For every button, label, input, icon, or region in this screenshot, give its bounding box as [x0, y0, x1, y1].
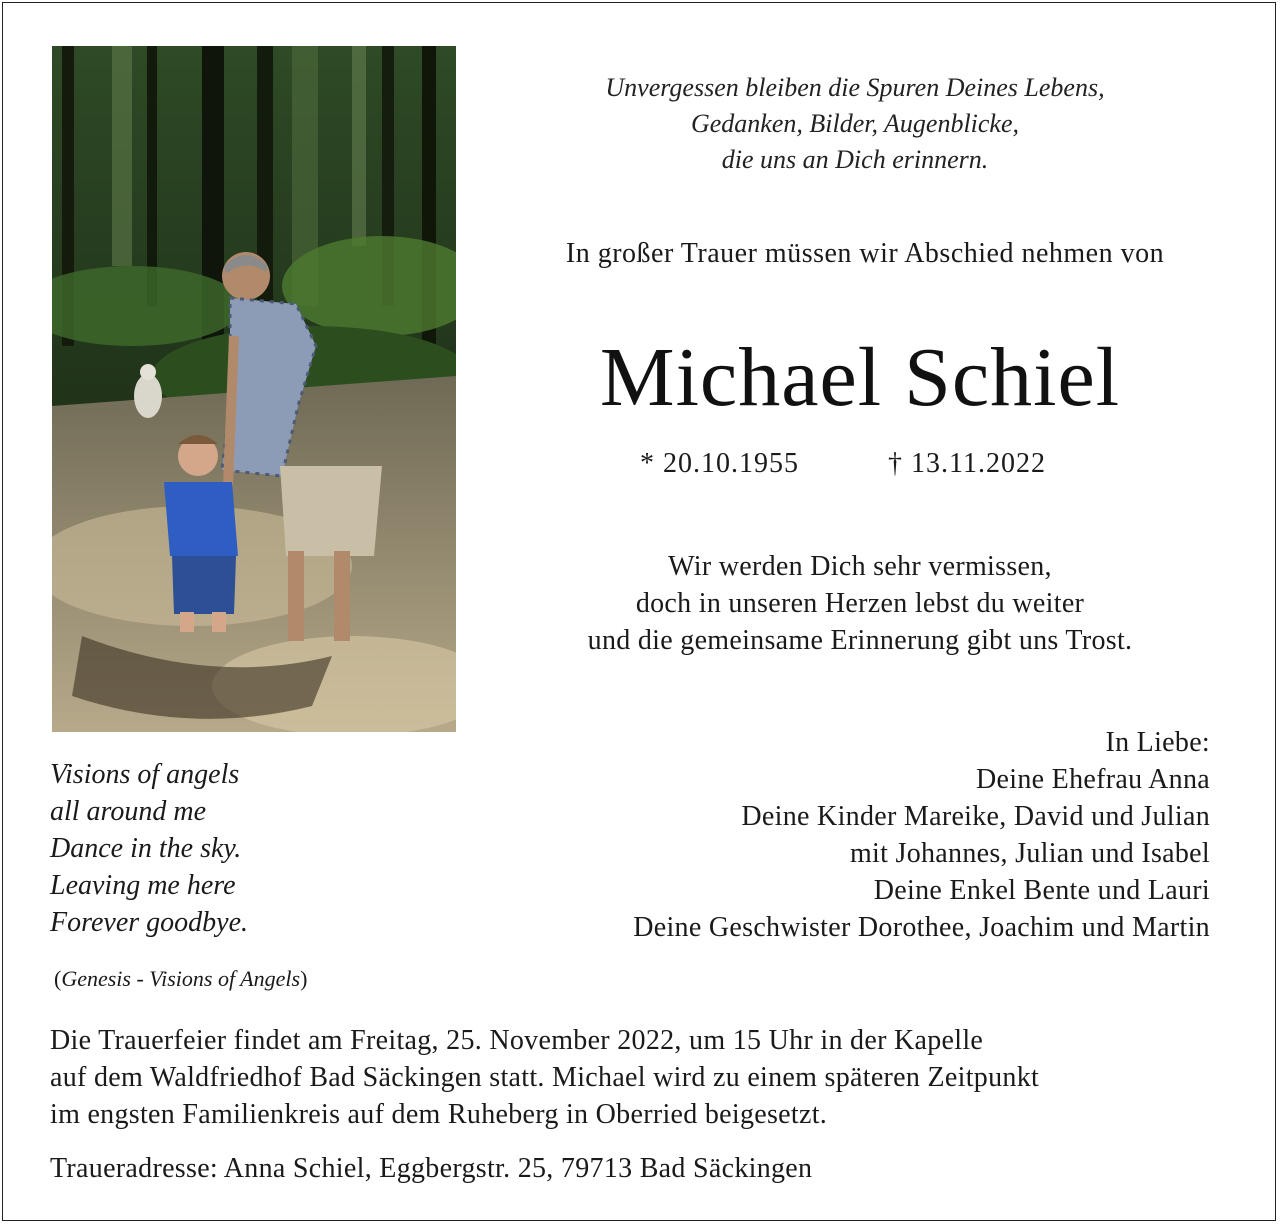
farewell-message-line: und die gemeinsame Erinnerung gibt uns Trost.: [587, 625, 1133, 656]
family-line: In Liebe:: [1105, 727, 1210, 758]
lyrics-line: Visions of angels: [50, 759, 240, 790]
opening-quote-line: die uns an Dich erinnern.: [721, 145, 989, 174]
lyrics-line: all around me: [50, 796, 207, 827]
lyrics-source: [54, 964, 307, 994]
forest-photo-illustration: [52, 46, 456, 732]
funeral-details: [50, 1022, 1250, 1133]
lyrics-line: Forever goodbye.: [50, 907, 248, 938]
lyrics-line: Dance in the sky.: [50, 833, 242, 864]
family-line: Deine Kinder Mareike, David und Julian: [741, 801, 1210, 832]
funeral-details-line: im engsten Familienkreis auf dem Ruheberg in Oberried beigesetzt.: [50, 1099, 828, 1130]
mourning-intro: In großer Trauer müssen wir Abschied nehmen von: [565, 238, 1165, 269]
opening-quote: [470, 70, 1240, 178]
opening-quote-line: Unvergessen bleiben die Spuren Deines Lebens,: [605, 73, 1105, 102]
song-lyrics: [50, 756, 410, 941]
birth-date: * 20.10.1955: [640, 448, 799, 479]
family-line: Deine Ehefrau Anna: [976, 764, 1210, 795]
family-line: Deine Enkel Bente und Lauri: [873, 875, 1210, 906]
memorial-photo: [52, 46, 456, 732]
lyrics-source-open-paren: (: [54, 966, 62, 991]
lyrics-source-title: Genesis - Visions of Angels: [61, 966, 301, 991]
farewell-message-line: doch in unseren Herzen lebst du weiter: [635, 588, 1085, 619]
farewell-message: [470, 548, 1250, 659]
funeral-details-line: Die Trauerfeier findet am Freitag, 25. November 2022, um 15 Uhr in der Kapelle: [50, 1025, 984, 1056]
family-line: mit Johannes, Julian und Isabel: [849, 838, 1210, 869]
farewell-message-line: Wir werden Dich sehr vermissen,: [668, 551, 1052, 582]
opening-quote-line: Gedanken, Bilder, Augenblicke,: [690, 109, 1020, 138]
deceased-name: Michael Schiel: [599, 331, 1121, 424]
lyrics-line: Leaving me here: [50, 870, 236, 901]
mourning-address: Traueradresse: Anna Schiel, Eggbergstr. 25, 79713 Bad Säckingen: [50, 1153, 813, 1184]
death-date: † 13.11.2022: [888, 448, 1046, 479]
funeral-details-line: auf dem Waldfriedhof Bad Säckingen statt. Michael wird zu einem späteren Zeitpunkt: [50, 1062, 1040, 1093]
lyrics-source-close-paren: ): [300, 966, 308, 991]
family-signature: [450, 724, 1210, 946]
family-line: Deine Geschwister Dorothee, Joachim und Martin: [633, 912, 1210, 943]
